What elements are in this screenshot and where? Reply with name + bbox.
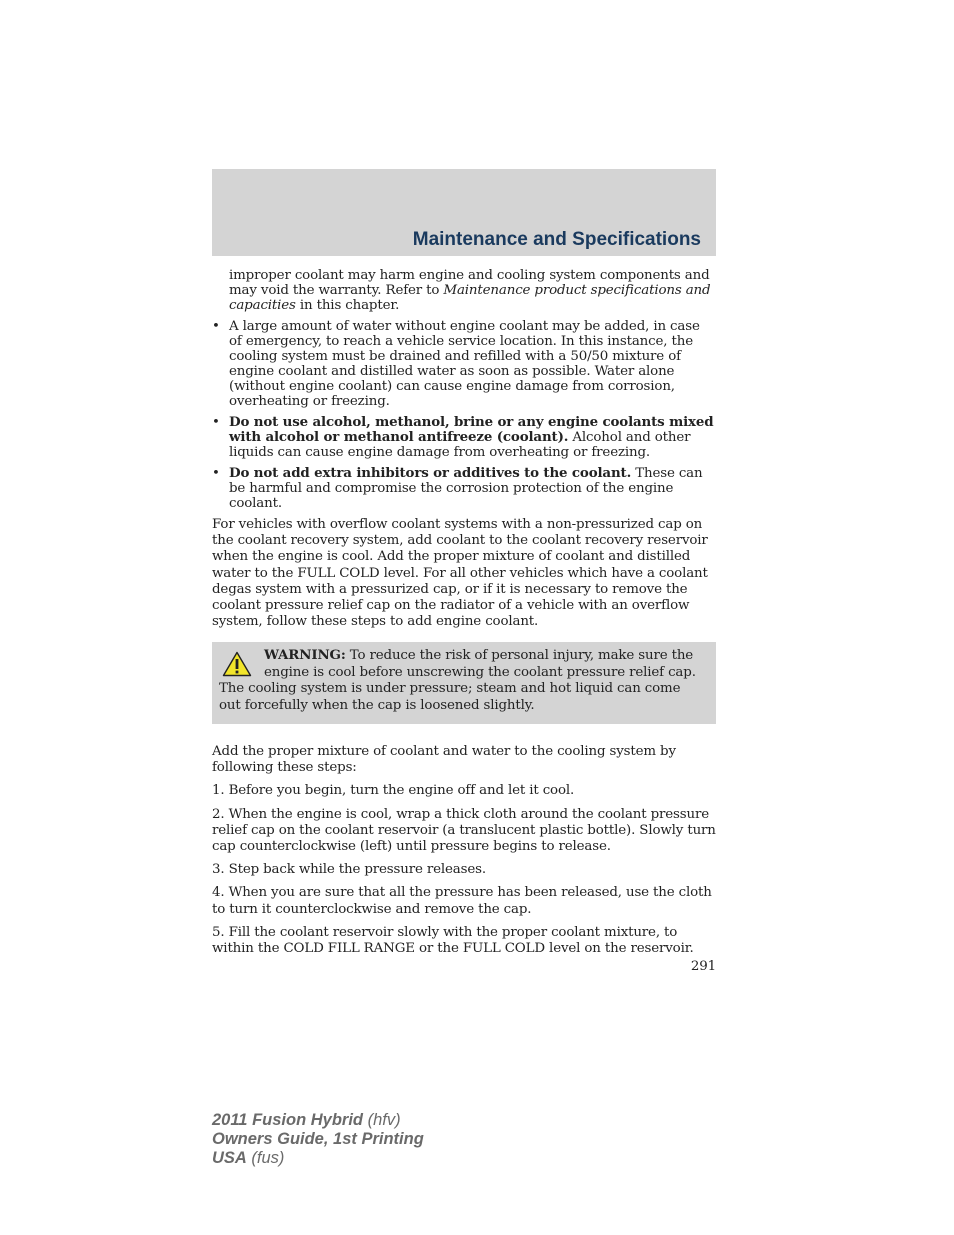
- section-header-band: [212, 169, 716, 256]
- warning-label: WARNING:: [264, 647, 346, 664]
- page-content: [212, 268, 716, 974]
- overflow-system-paragraph: For vehicles with overflow coolant systems with a non-pressurized cap on the coolant recovery system, add coolant to the coolant recovery reservoir when the engine is cool. Add the proper mixture of coolant and distilled water to the FULL COLD level. For all other vehicles which have a coolant degas system with a pressurized cap, or if it is necessary to remove the coolant pressure relief cap on the radiator of a vehicle with an overflow system, follow these steps to add engine coolant.: [212, 517, 708, 630]
- warning-box: [212, 642, 716, 724]
- bullet-dot: •: [212, 415, 220, 430]
- step-item: 1. Before you begin, turn the engine off and let it cool.: [212, 783, 575, 799]
- step-item: 2. When the engine is cool, wrap a thick cloth around the coolant pressure relief cap on the coolant reservoir (a translucent plastic bottle). Slowly turn cap counterclockwise (left) until pressure begins to release.: [212, 806, 716, 855]
- bullet-item-water: • A large amount of water without engine coolant may be added, in case of emergency, to reach a vehicle service location. In this instance, the cooling system must be drained and refilled with a 50/50 mixture of engine coolant and distilled water as soon as possible. Water alone (without engine coolant) can cause engine damage from corrosion, overheating or freezing.: [212, 319, 700, 409]
- warning-triangle-icon: [222, 651, 252, 677]
- warning-text: WARNING: To reduce the risk of personal injury, make sure the engine is cool before unscrewing the coolant pressure relief cap. The cooling system is under pressure; steam and hot liquid can come out forcefully when the cap is loosened slightly.: [219, 647, 696, 713]
- bullet-item-inhibitors: • Do not add extra inhibitors or additives to the coolant. These can be harmful and compromise the corrosion protection of the engine coolant.: [212, 465, 703, 511]
- step-item: 3. Step back while the pressure releases.: [212, 862, 486, 878]
- footer-line-edition: Owners Guide, 1st Printing: [212, 1130, 424, 1148]
- step-item: 4. When you are sure that all the pressure has been released, use the cloth to turn it counterclockwise and remove the cap.: [212, 885, 712, 917]
- steps-intro-paragraph: Add the proper mixture of coolant and water to the cooling system by following these steps:: [212, 744, 676, 776]
- bullet-dot: •: [212, 466, 220, 481]
- page-number: 291: [690, 959, 716, 975]
- step-item: 5. Fill the coolant reservoir slowly with the proper coolant mixture, to within the COLD FILL RANGE or the FULL COLD level on the reservoir.: [212, 924, 694, 957]
- bullet-dot: •: [212, 319, 220, 334]
- document-footer: [212, 1111, 424, 1168]
- bullet-item-alcohol: • Do not use alcohol, methanol, brine or any engine coolants mixed with alcohol or methanol antifreeze (coolant). Alcohol and other liquids can cause engine damage from overheating or freezing.: [212, 414, 714, 460]
- chapter-reference: Maintenance product specifications and capacities: [229, 283, 711, 313]
- footer-line-model: 2011 Fusion Hybrid (hfv): [212, 1111, 401, 1129]
- footer-line-market: USA (fus): [212, 1149, 285, 1167]
- continued-bullet-text: improper coolant may harm engine and cooling system components and may void the warranty. Refer to Maintenance product specifications and capacities in this chapter.: [229, 268, 711, 313]
- section-title: Maintenance and Specifications: [412, 229, 701, 250]
